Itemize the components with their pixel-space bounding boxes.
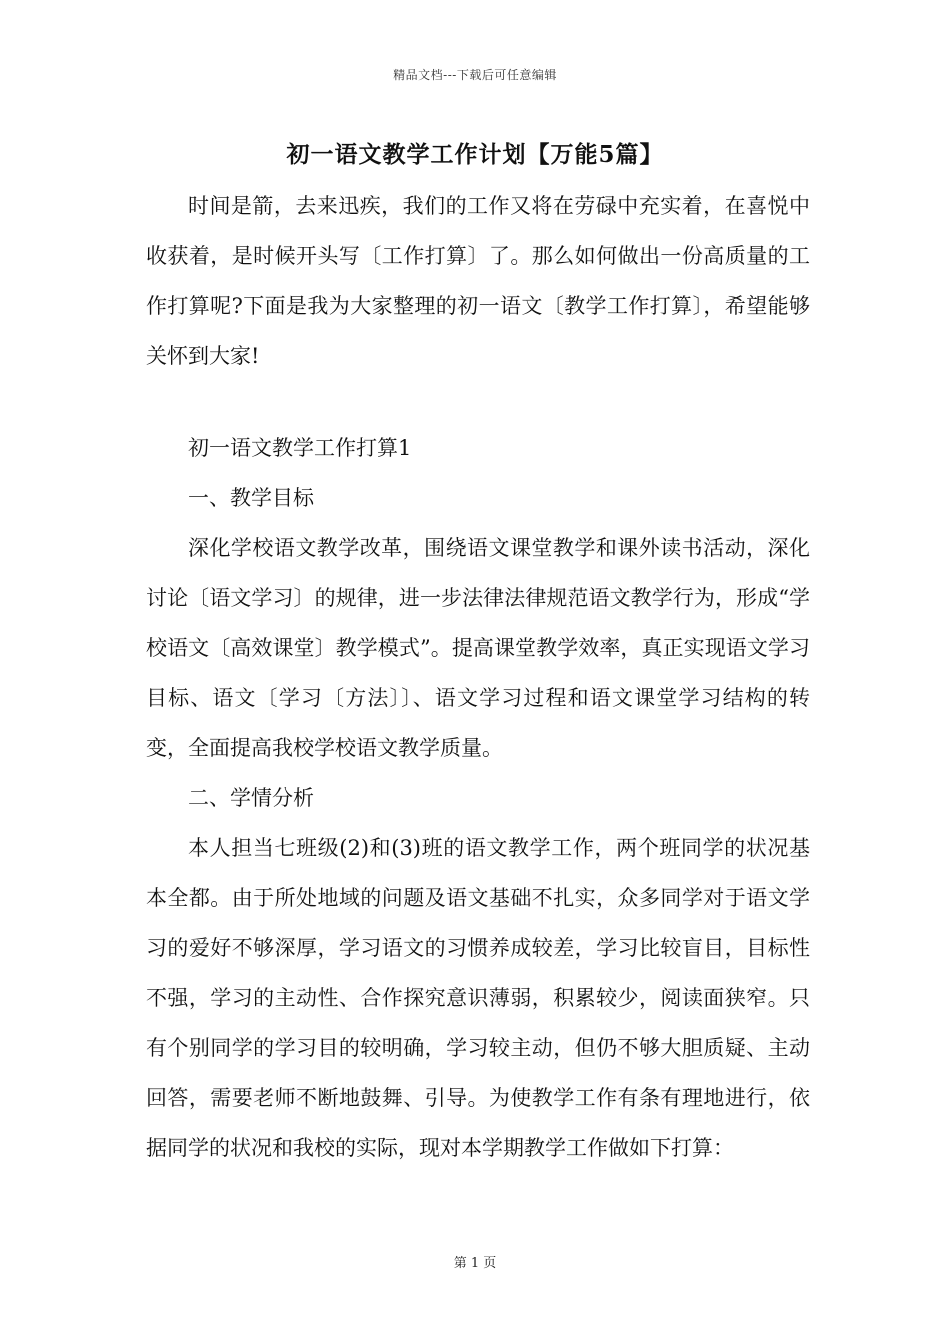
section-heading: 初一语文教学工作打算1 <box>188 436 412 460</box>
page-number: 第 1 页 <box>453 1256 497 1271</box>
analysis-paragraph: 本人担当七班级(2)和(3)班的语文教学工作，两个班同学的状况基本全都。由于所处地域的问题及语文基础不扎实，众多同学对于语文学习的爱好不够深厚，学习语文的习惯养成较差，学习比较盲目，目标性不强，学习的主动性、合作探究意识薄弱，积累较少，阅读面狭窄。只有个别同学的学习目的较明确，学习较主动，但仍不够大胆质疑、主动回答，需要老师不断地鼓舞、引导。为使教学工作有条有理地进行，依据同学的状况和我校的实际，现对本学期教学工作做如下打算： <box>146 836 810 1160</box>
document-title: 初一语文教学工作计划【万能5篇】 <box>286 141 664 168</box>
goal-paragraph: 深化学校语文教学改革，围绕语文课堂教学和课外读书活动，深化讨论〔语文学习〕的规律，进一步法律法律规范语文教学行为，形成“学校语文〔高效课堂〕教学模式”。提高课堂教学效率，真正实现语文学习目标、语文〔学习〔方法〕〕、语文学习过程和语文课堂学习结构的转变，全面提高我校学校语文教学质量。 <box>146 536 810 760</box>
plan-section-1 <box>146 423 810 1173</box>
intro-paragraph: 时间是箭，去来迅疾，我们的工作又将在劳碌中充实着，在喜悦中收获着，是时候开头写〔工作打算〕了。那么如何做出一份高质量的工作打算呢?下面是我为大家整理的初一语文〔教学工作打算〕，希望能够关怀到大家! <box>146 194 810 368</box>
analysis-heading: 二、学情分析 <box>188 786 314 810</box>
intro-section <box>146 181 810 381</box>
goal-heading: 一、教学目标 <box>188 486 314 510</box>
page-header: 精品文档---下载后可任意编辑 <box>393 68 557 82</box>
